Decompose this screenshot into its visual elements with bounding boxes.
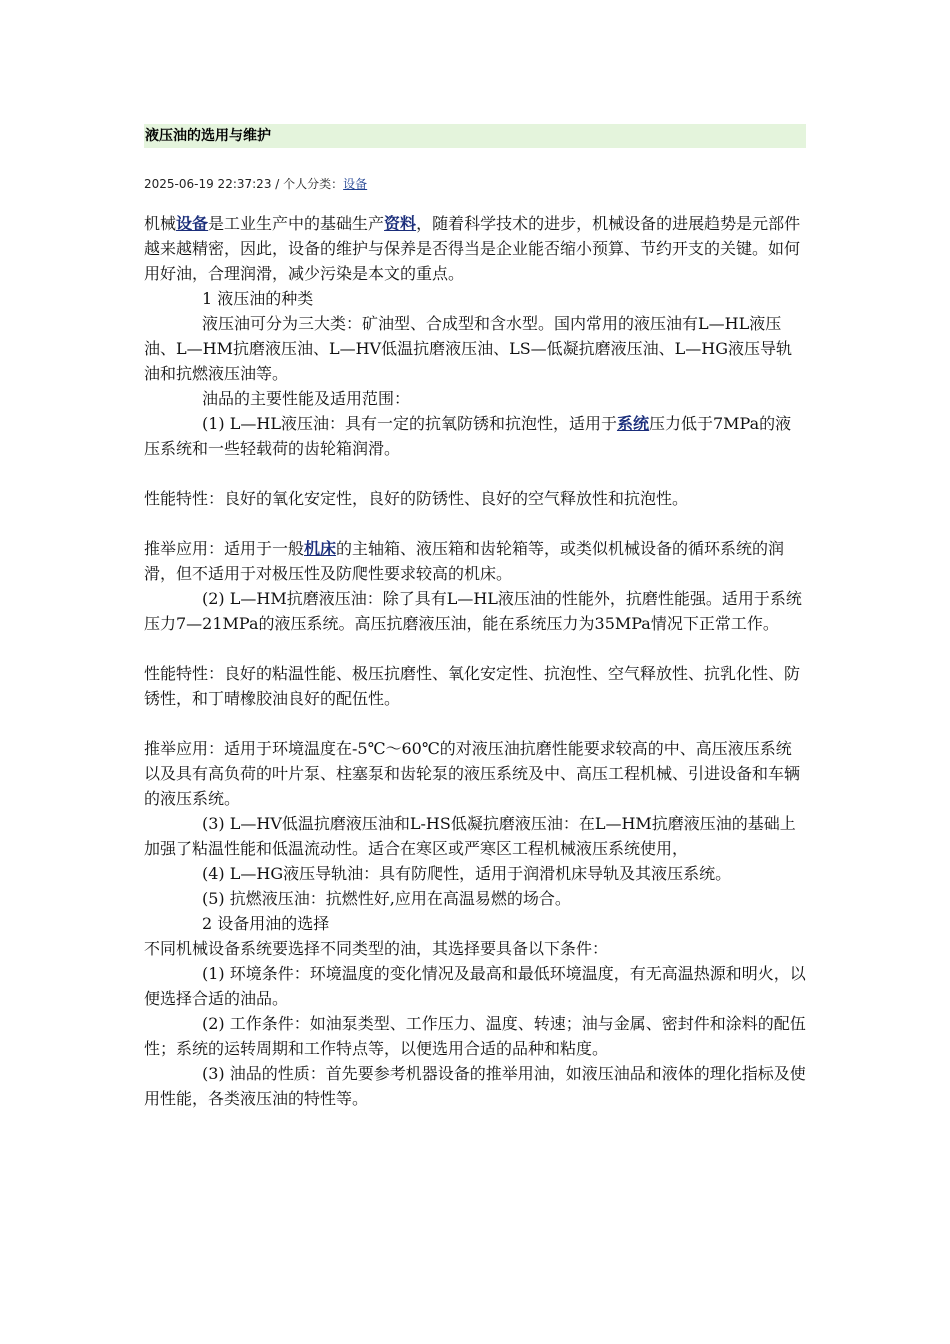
keyword-link-equipment[interactable]: 设备	[176, 214, 209, 233]
keyword-link-machine-tool[interactable]: 机床	[304, 539, 337, 558]
keyword-link-materials[interactable]: 资料	[384, 214, 417, 233]
paragraph	[144, 411, 806, 461]
paragraph: (3) 油品的性质：首先要参考机器设备的推举用油，如液压油品和液体的理化指标及使用性能，各类液压油的特性等。	[144, 1064, 806, 1108]
text-span: (1) L—HL液压油：具有一定的抗氧防锈和抗泡性，适用于	[202, 414, 617, 433]
text-span: 压力低于7MPa的液压系统和一些轻载荷的齿轮箱润滑。	[144, 414, 792, 458]
article-title: 液压油的选用与维护	[144, 124, 806, 148]
paragraph: (4) L—HG液压导轨油：具有防爬性，适用于润滑机床导轨及其液压系统。	[202, 864, 732, 883]
paragraph: (1) 环境条件：环境温度的变化情况及最高和最低环境温度，有无高温热源和明火，以便选择合适的油品。	[144, 964, 806, 1008]
paragraph: (3) L—HV低温抗磨液压油和L-HS低凝抗磨液压油：在L—HM抗磨液压油的基础上加强了粘温性能和低温流动性。适合在寒区或严寒区工程机械液压系统使用，	[144, 814, 796, 858]
spacer	[144, 636, 806, 661]
paragraph: 不同机械设备系统要选择不同类型的油，其选择要具备以下条件：	[144, 939, 609, 958]
paragraph	[144, 211, 806, 286]
paragraph: 推举应用：适用于环境温度在-5℃～60℃的对液压油抗磨性能要求较高的中、高压液压系统以及具有高负荷的叶片泵、柱塞泵和齿轮泵的液压系统及中、高压工程机械、引进设备和车辆的液压系统。	[144, 739, 801, 808]
text-span: 推举应用：适用于一般	[144, 539, 305, 558]
article-body	[144, 211, 806, 1111]
category-label: / 个人分类：	[271, 177, 344, 191]
section-heading: 2 设备用油的选择	[202, 914, 330, 933]
category-link[interactable]: 设备	[343, 177, 368, 191]
spacer	[144, 511, 806, 536]
text-span: 是工业生产中的基础生产	[208, 214, 385, 233]
paragraph: (2) 工作条件：如油泵类型、工作压力、温度、转速；油与金属、密封件和涂料的配伍性；系统的运转周期和工作特点等，以便选用合适的品种和粘度。	[144, 1014, 806, 1058]
text-span: ，随着科学技术的进步，机械设备的进展趋势是元部件越来越精密，因此，设备的维护与保养是否得当是企业能否缩小预算、节约开支的关键。如何用好油，合理润滑，减少污染是本文的重点。	[144, 214, 801, 283]
timestamp: 2025-06-19 22:37:23	[144, 177, 272, 191]
paragraph: (2) L—HM抗磨液压油：除了具有L—HL液压油的性能外，抗磨性能强。适用于系统压力7—21MPa的液压系统。高压抗磨液压油，能在系统压力为35MPa情况下正常工作。	[144, 589, 802, 633]
article	[144, 124, 806, 1111]
section-heading: 1 液压油的种类	[202, 289, 314, 308]
paragraph: 性能特性：良好的氧化安定性，良好的防锈性、良好的空气释放性和抗泡性。	[144, 489, 689, 508]
paragraph: 液压油可分为三大类：矿油型、合成型和含水型。国内常用的液压油有L—HL液压油、L—HM抗磨液压油、L—HV低温抗磨液压油、LS—低凝抗磨液压油、L—HG液压导轨油和抗燃液压油等。	[144, 314, 793, 383]
paragraph: 性能特性：良好的粘温性能、极压抗磨性、氧化安定性、抗泡性、空气释放性、抗乳化性、防锈性，和丁晴橡胶油良好的配伍性。	[144, 664, 801, 708]
text-span: 机械	[144, 214, 177, 233]
paragraph: (5) 抗燃液压油：抗燃性好,应用在高温易燃的场合。	[202, 889, 571, 908]
article-meta	[144, 175, 806, 193]
paragraph: 油品的主要性能及适用范围：	[202, 389, 411, 408]
paragraph	[144, 536, 806, 586]
spacer	[144, 711, 806, 736]
spacer	[144, 461, 806, 486]
keyword-link-system[interactable]: 系统	[616, 414, 649, 433]
text-span: 的主轴箱、液压箱和齿轮箱等，或类似机械设备的循环系统的润滑，但不适用于对极压性及防爬性要求较高的机床。	[144, 539, 785, 583]
